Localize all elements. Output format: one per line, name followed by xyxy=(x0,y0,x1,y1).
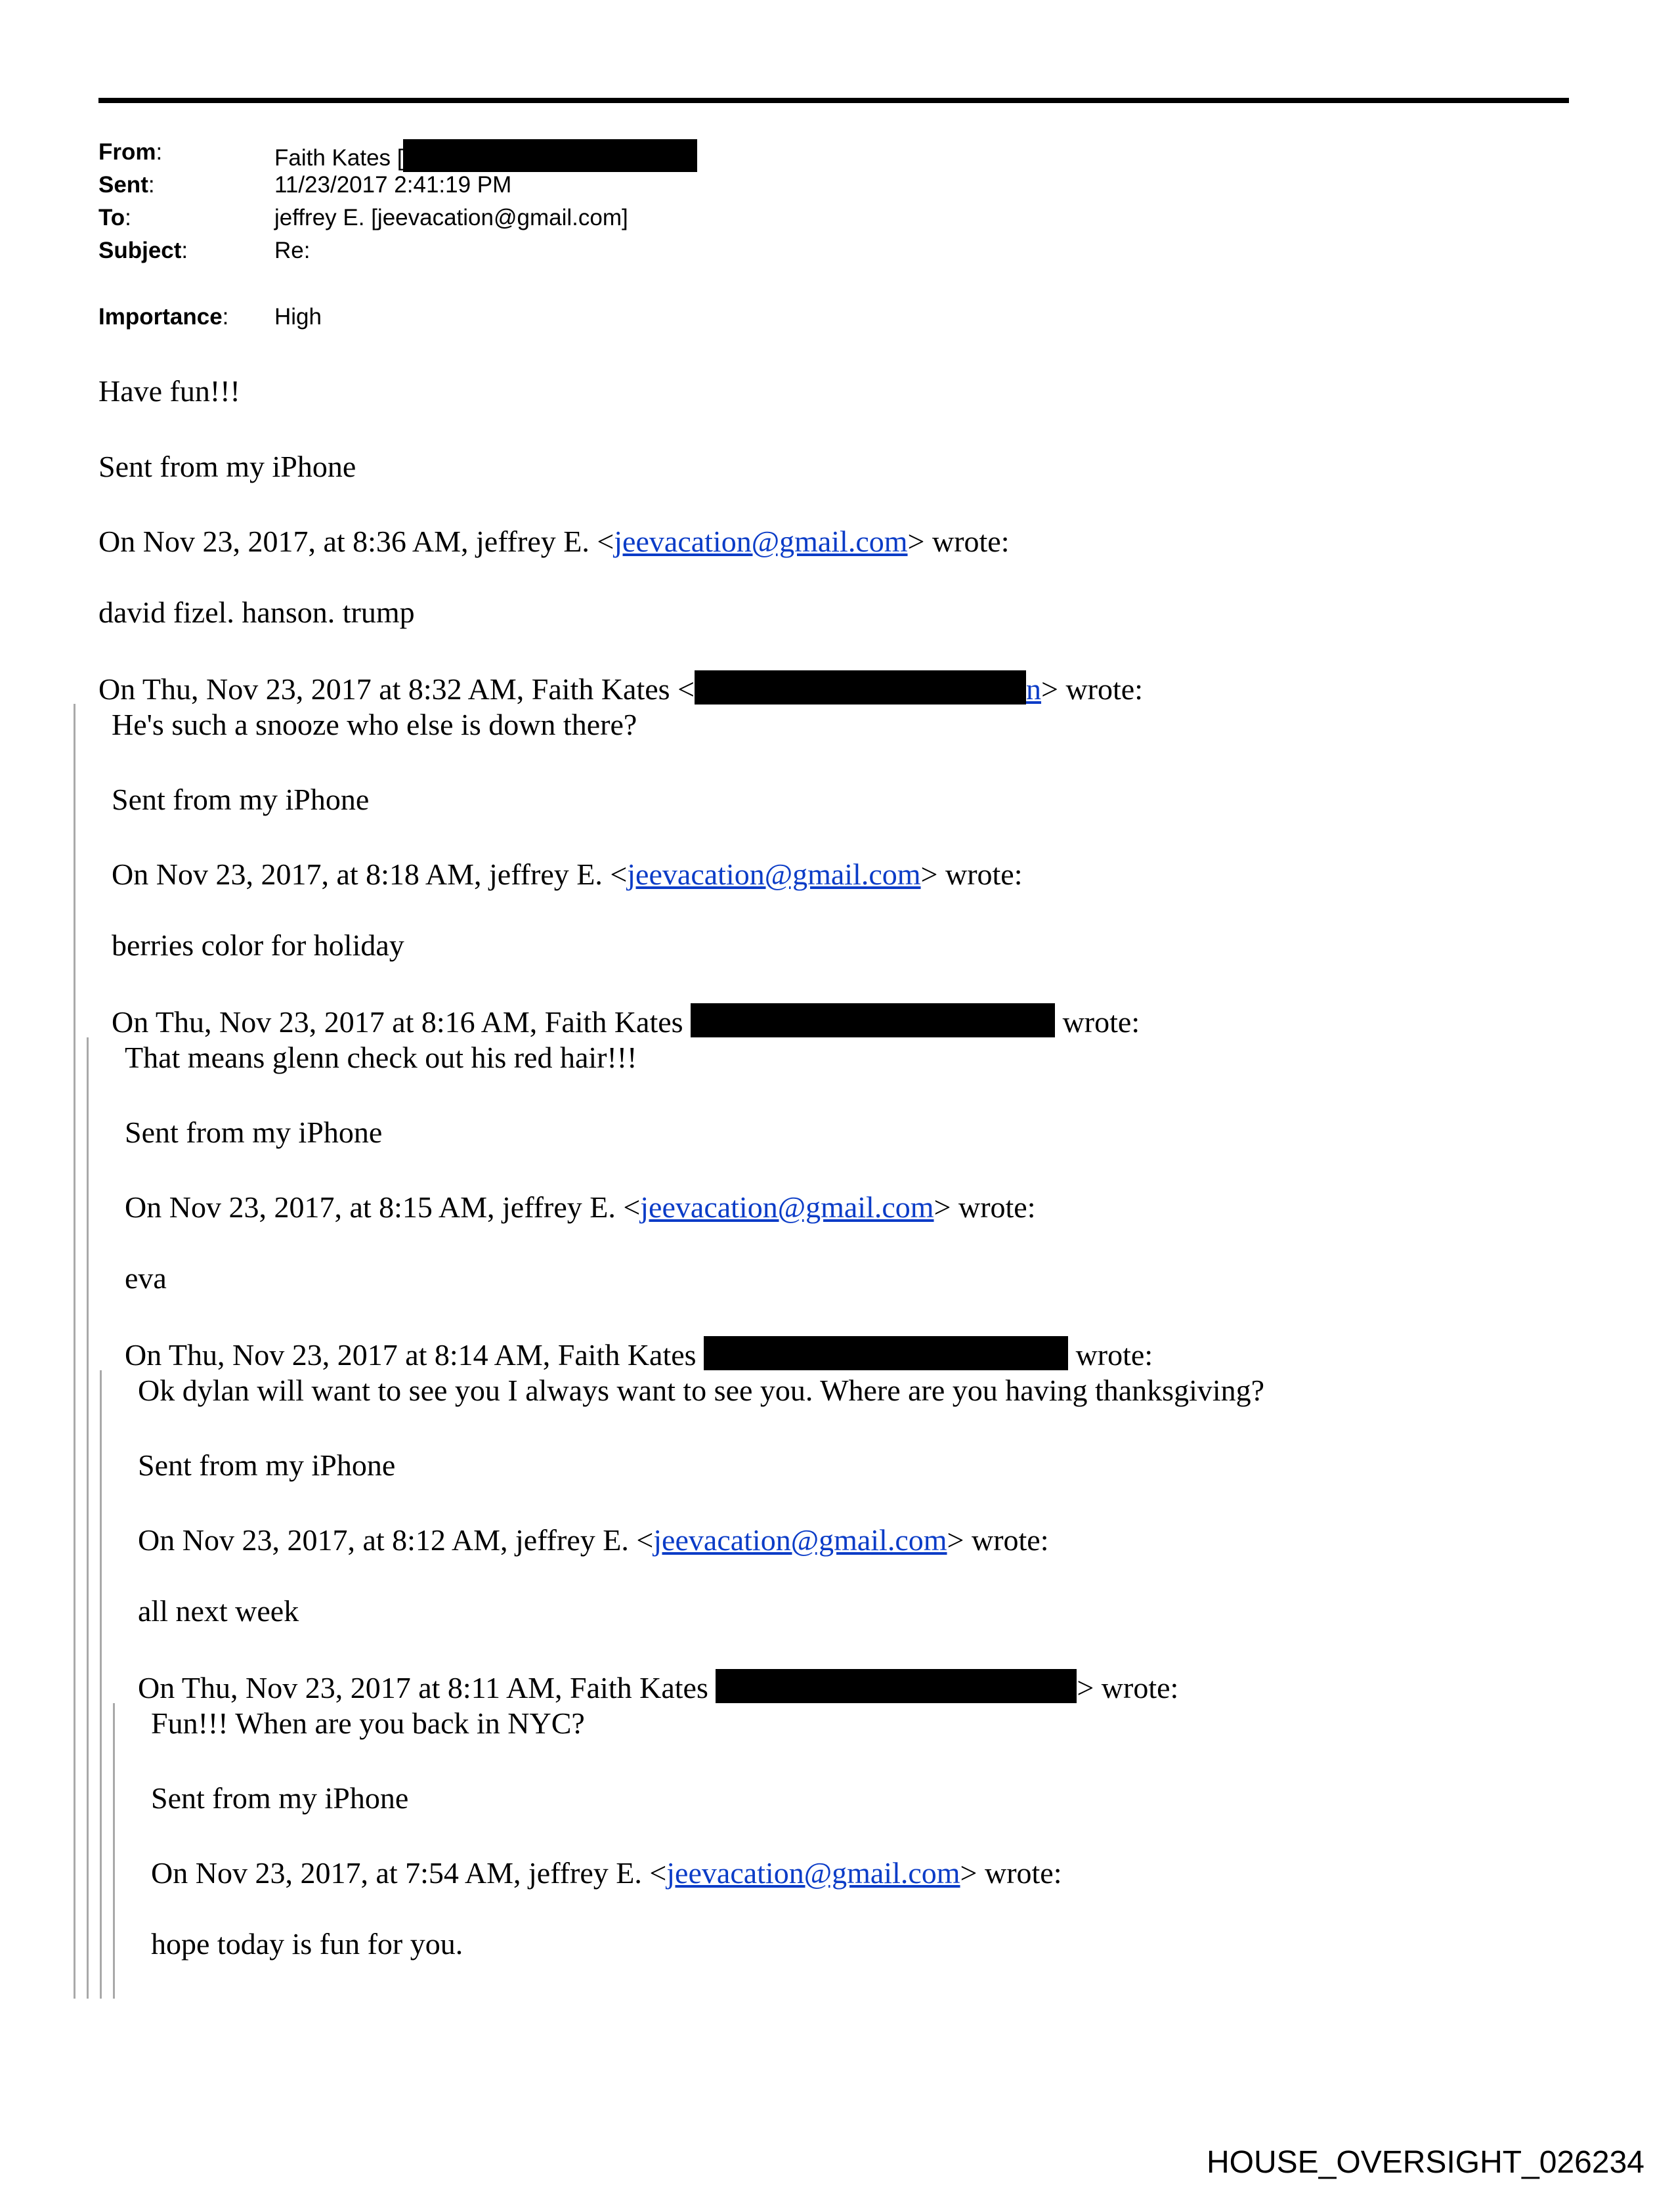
body-line: Sent from my iPhone xyxy=(151,1781,409,1815)
redaction-block xyxy=(704,1336,1068,1370)
quote-bar xyxy=(87,1037,89,1999)
quote-header: On Nov 23, 2017, at 8:12 AM, jeffrey E. <jeevacation@gmail.com> wrote: xyxy=(138,1523,1049,1557)
quote-header: On Nov 23, 2017, at 8:36 AM, jeffrey E. <jeevacation@gmail.com> wrote: xyxy=(98,525,1010,558)
email-link[interactable]: jeevacation@gmail.com xyxy=(640,1190,934,1224)
subject-value: Re: xyxy=(274,238,311,263)
sent-label: Sent xyxy=(98,172,148,198)
body-line: Ok dylan will want to see you I always want to see you. Where are you having thanksgiving? xyxy=(138,1374,1265,1407)
sent-value: 11/23/2017 2:41:19 PM xyxy=(274,172,512,198)
body-line: david fizel. hanson. trump xyxy=(98,596,415,629)
quote-bar xyxy=(113,1703,115,1999)
quote-header: On Thu, Nov 23, 2017 at 8:32 AM, Faith Kates < n> wrote: xyxy=(98,670,1143,706)
quote-header: On Thu, Nov 23, 2017 at 8:16 AM, Faith Kates wrote: xyxy=(112,1003,1140,1039)
email-link[interactable]: jeevacation@gmail.com xyxy=(627,857,921,891)
redaction-block xyxy=(403,139,697,172)
body-line: Sent from my iPhone xyxy=(112,783,370,816)
body-line: That means glenn check out his red hair!!! xyxy=(125,1041,637,1074)
importance-label: Importance xyxy=(98,304,223,330)
top-rule xyxy=(98,98,1569,103)
email-link[interactable]: jeevacation@gmail.com xyxy=(666,1856,960,1890)
importance-value: High xyxy=(274,304,322,330)
body-line: hope today is fun for you. xyxy=(151,1927,463,1961)
body-line: Sent from my iPhone xyxy=(125,1116,383,1149)
quote-bar xyxy=(74,704,75,1999)
email-link[interactable]: jeevacation@gmail.com xyxy=(653,1523,947,1557)
body-line: Sent from my iPhone xyxy=(138,1448,396,1482)
body-line: eva xyxy=(125,1261,167,1295)
body-line: berries color for holiday xyxy=(112,928,404,962)
from-label: From xyxy=(98,139,156,165)
body-line: all next week xyxy=(138,1594,299,1628)
redaction-block xyxy=(716,1669,1077,1703)
quote-bar xyxy=(100,1370,102,1999)
quote-header: On Nov 23, 2017, at 7:54 AM, jeffrey E. <jeevacation@gmail.com> wrote: xyxy=(151,1856,1062,1890)
to-value: jeffrey E. [jeevacation@gmail.com] xyxy=(274,205,628,230)
to-label: To xyxy=(98,205,125,230)
body-line: Fun!!! When are you back in NYC? xyxy=(151,1706,585,1740)
redaction-block xyxy=(691,1003,1055,1037)
email-link[interactable]: jeevacation@gmail.com xyxy=(614,525,908,558)
redaction-block xyxy=(695,670,1026,705)
from-value: Faith Kates [ xyxy=(274,145,404,171)
quote-header: On Nov 23, 2017, at 8:15 AM, jeffrey E. <jeevacation@gmail.com> wrote: xyxy=(125,1190,1036,1224)
quote-header: On Nov 23, 2017, at 8:18 AM, jeffrey E. <jeevacation@gmail.com> wrote: xyxy=(112,857,1023,891)
body-line: Sent from my iPhone xyxy=(98,450,356,483)
body-line: Have fun!!! xyxy=(98,374,240,408)
bates-number: HOUSE_OVERSIGHT_026234 xyxy=(1207,2145,1644,2180)
body-line: He's such a snooze who else is down there? xyxy=(112,708,637,741)
quote-header: On Thu, Nov 23, 2017 at 8:11 AM, Faith Kates > wrote: xyxy=(138,1669,1178,1705)
quote-header: On Thu, Nov 23, 2017 at 8:14 AM, Faith Kates wrote: xyxy=(125,1336,1153,1372)
subject-label: Subject xyxy=(98,238,182,263)
